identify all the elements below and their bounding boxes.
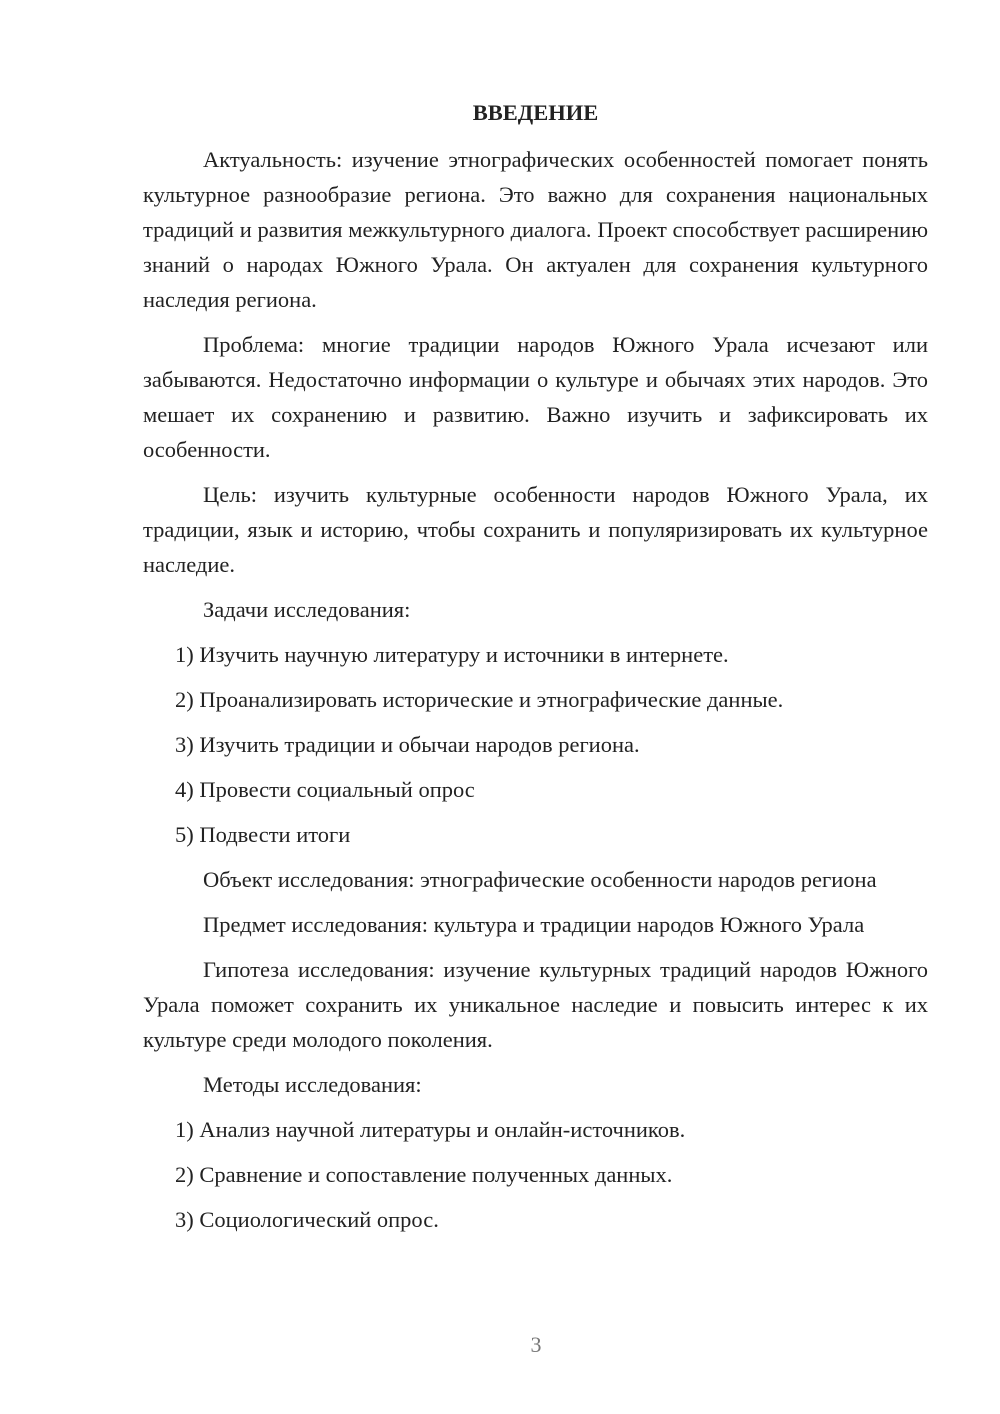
methods-list [143, 1112, 928, 1237]
method-item: 1) Анализ научной литературы и онлайн-источников. [175, 1117, 686, 1142]
section-heading: ВВЕДЕНИЕ [472, 100, 599, 125]
method-item: 3) Социологический опрос. [175, 1207, 439, 1232]
tasks-label: Задачи исследования: [203, 597, 411, 622]
problem-paragraph: Проблема: многие традиции народов Южного Урала исчезают или забываются. Недостаточно информации о культуре и обычаях этих народов. Это мешает их сохранению и развитию. Важно изучить и зафиксировать их особенности. [143, 332, 928, 462]
task-item: 5) Подвести итоги [175, 822, 351, 847]
task-item: 2) Проанализировать исторические и этнографические данные. [175, 687, 784, 712]
subject-paragraph: Предмет исследования: культура и традиции народов Южного Урала [203, 912, 865, 937]
methods-label: Методы исследования: [203, 1072, 422, 1097]
tasks-list [143, 637, 928, 852]
goal-paragraph: Цель: изучить культурные особенности народов Южного Урала, их традиции, язык и историю, чтобы сохранить и популяризировать их культурное наследие. [143, 482, 928, 577]
page-number: 3 [530, 1332, 542, 1357]
object-paragraph: Объект исследования: этнографические особенности народов региона [203, 867, 877, 892]
task-item: 4) Провести социальный опрос [175, 777, 475, 802]
task-item: 3) Изучить традиции и обычаи народов региона. [175, 732, 640, 757]
page-content [143, 95, 928, 1247]
relevance-paragraph: Актуальность: изучение этнографических особенностей помогает понять культурное разнообразие региона. Это важно для сохранения национальных традиций и развития межкультурного диалога. Проект способствует расширению знаний о народах Южного Урала. Он актуален для сохранения культурного наследия региона. [143, 147, 928, 312]
hypothesis-paragraph: Гипотеза исследования: изучение культурных традиций народов Южного Урала поможет сохранить их уникальное наследие и повысить интерес к их культуре среди молодого поколения. [143, 957, 928, 1052]
task-item: 1) Изучить научную литературу и источники в интернете. [175, 642, 729, 667]
method-item: 2) Сравнение и сопоставление полученных данных. [175, 1162, 673, 1187]
